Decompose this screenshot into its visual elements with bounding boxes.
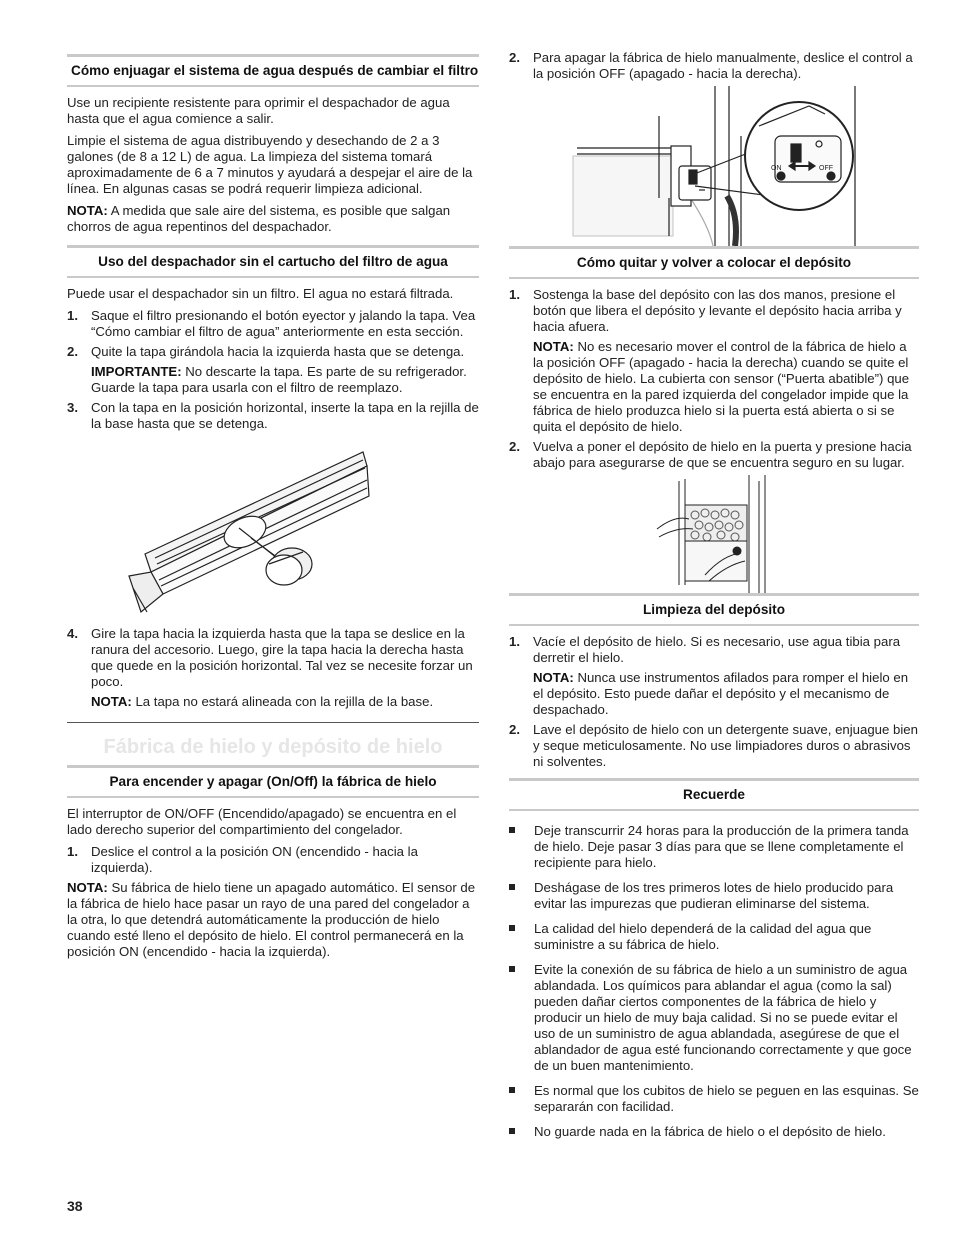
list-item xyxy=(509,962,919,1074)
icemaker-switch-illustration xyxy=(509,86,919,246)
list-item xyxy=(509,880,919,912)
onoff-step-2 xyxy=(509,50,919,82)
filter-cap-drawing xyxy=(67,436,479,626)
clean-step-1 xyxy=(509,634,919,718)
ice-bin-illustration xyxy=(509,475,919,593)
step-text: Con la tapa en la posición horizontal, inserte la tapa en la rejilla de la base hasta que se detenga. xyxy=(91,400,479,431)
bullet-text: Deshágase de los tres primeros lotes de hielo producido para evitar las impurezas que pudieran eliminarse del sistema. xyxy=(534,880,894,911)
bullet-text: Evite la conexión de su fábrica de hielo a un suministro de agua ablandada. Los químicos para ablandar el agua (como la sal) pueden dañar ciertos componentes de la fábrica de hielo y producir un hielo de muy baja calidad. Si no se puede evitar el uso de un suministro de agua ablandada, asegúrese de que el ablandador de agua esté funcionando correctamente y que goce de un buen mantenimiento. xyxy=(534,962,912,1073)
step-number: 3. xyxy=(67,400,78,415)
important-note xyxy=(91,364,479,396)
nofilter-step-2 xyxy=(67,344,479,396)
bullet-text: Deje transcurrir 24 horas para la producción de la primera tanda de hielo. Deje pasar 3 días para que se llene completamente el recipiente para hielo. xyxy=(534,823,909,870)
rinse-note xyxy=(67,203,479,235)
note-text: La tapa no estará alineada con la rejilla de la base. xyxy=(131,694,434,709)
nofilter-heading: Uso del despachador sin el cartucho del filtro de agua xyxy=(67,245,479,278)
page-number: 38 xyxy=(67,1198,83,1214)
remember-heading: Recuerde xyxy=(509,778,919,811)
bullet-text: Es normal que los cubitos de hielo se peguen en las esquinas. Se separarán con facilidad. xyxy=(534,1083,919,1114)
note-label: NOTA: xyxy=(67,203,108,218)
step-text: Para apagar la fábrica de hielo manualmente, deslice el control a la posición OFF (apagado - hacia la derecha). xyxy=(533,50,913,81)
clean-note xyxy=(533,670,919,718)
step-number: 2. xyxy=(509,439,520,454)
filter-cap-illustration xyxy=(67,436,479,626)
rinse-p2: Limpie el sistema de agua distribuyendo y desechando de 2 a 3 galones (de 8 a 12 L) de agua. La limpieza del sistema tomará aproximadamente de 6 a 7 minutos y ayudará a despejar el aire de la línea. En algunas casas se podrá requerir limpieza adicional. xyxy=(67,133,473,196)
switch-on-label: ON xyxy=(771,165,782,172)
note-text: A medida que sale aire del sistema, es posible que salgan chorros de agua repentinos del despachador. xyxy=(67,203,451,234)
note-text: Su fábrica de hielo tiene un apagado automático. El sensor de la fábrica de hielo hace pasar un rayo de una pared del congelador a la otra, lo que detendrá automáticamente la producción de hielo cuando esté lleno el depósito de hielo. El control permanecerá en la posición ON (encendido - hacia la izquierda). xyxy=(67,880,476,959)
list-item xyxy=(509,1083,919,1115)
step-text: Saque el filtro presionando el botón eyector y jalando la tapa. Vea “Cómo cambiar el filtro de agua” anteriormente en esta sección. xyxy=(91,308,476,339)
left-column xyxy=(67,46,479,966)
onoff-intro: El interruptor de ON/OFF (Encendido/apagado) se encuentra en el lado derecho superior del compartimiento del congelador. xyxy=(67,806,457,837)
note-text: Nunca use instrumentos afilados para romper el hielo en el depósito. Esto puede dañar el depósito y el mecanismo de despachado. xyxy=(533,670,909,717)
remember-list xyxy=(509,823,919,1140)
clean-heading: Limpieza del depósito xyxy=(509,593,919,626)
step-number: 2. xyxy=(67,344,78,359)
step-number: 1. xyxy=(509,287,520,302)
nofilter-note xyxy=(91,694,479,710)
rinse-p1: Use un recipiente resistente para oprimir el despachador de agua hasta que el agua comience a salir. xyxy=(67,95,450,126)
bullet-text: No guarde nada en la fábrica de hielo o el depósito de hielo. xyxy=(534,1124,886,1139)
step-text: Gire la tapa hacia la izquierda hasta que la tapa se deslice en la ranura del accesorio. Luego, gire la tapa hacia la derecha hasta que quede en la posición horizontal. Tal vez se necesite forzar un poco. xyxy=(91,626,473,689)
nofilter-step-1 xyxy=(67,308,479,340)
step-text: Deslice el control a la posición ON (encendido - hacia la izquierda). xyxy=(91,844,418,875)
chapter-title: Fábrica de hielo y depósito de hielo xyxy=(67,722,479,761)
bullet-square xyxy=(509,1087,515,1093)
bin-heading: Cómo quitar y volver a colocar el depósito xyxy=(509,246,919,279)
note-label: NOTA: xyxy=(533,670,574,685)
list-item xyxy=(509,921,919,953)
rinse-heading: Cómo enjuagar el sistema de agua después de cambiar el filtro xyxy=(67,54,479,87)
onoff-heading: Para encender y apagar (On/Off) la fábrica de hielo xyxy=(67,765,479,798)
list-item xyxy=(509,1124,919,1140)
switch-off-label: OFF xyxy=(819,165,833,172)
bin-step-2 xyxy=(509,439,919,471)
note-text: No es necesario mover el control de la fábrica de hielo a la posición OFF (apagado - hacia la derecha) cuando se quite el depósito de hielo. La cubierta con sensor (“Puerta abatible”) que se encuentra en la pared izquierda del congelador impide que la fábrica de hielo produzca hielo si la puerta está abierta o si se quita el depósito de hielo. xyxy=(533,339,910,434)
step-number: 1. xyxy=(67,844,78,859)
step-text: Quite la tapa girándola hacia la izquierda hasta que se detenga. xyxy=(91,344,465,359)
clean-step-2 xyxy=(509,722,919,770)
bin-step-1 xyxy=(509,287,919,435)
nofilter-intro: Puede usar el despachador sin un filtro. El agua no estará filtrada. xyxy=(67,286,454,301)
step-text: Lave el depósito de hielo con un detergente suave, enjuague bien y seque meticulosamente. No use limpiadores duros o abrasivos ni solventes. xyxy=(533,722,918,769)
step-number: 1. xyxy=(67,308,78,323)
step-number: 2. xyxy=(509,50,520,65)
step-number: 1. xyxy=(509,634,520,649)
step-text: Vacíe el depósito de hielo. Si es necesario, use agua tibia para derretir el hielo. xyxy=(533,634,901,665)
icemaker-switch-drawing xyxy=(509,86,919,246)
step-text: Sostenga la base del depósito con las dos manos, presione el botón que libera el depósito y levante el depósito hacia arriba y hacia afuera. xyxy=(533,287,902,334)
bin-note xyxy=(533,339,919,435)
bullet-text: La calidad del hielo dependerá de la calidad del agua que suministre a su fábrica de hielo. xyxy=(534,921,872,952)
nofilter-step-3 xyxy=(67,400,479,432)
ice-bin-drawing xyxy=(509,475,919,593)
nofilter-step-4 xyxy=(67,626,479,710)
step-text: Vuelva a poner el depósito de hielo en la puerta y presione hacia abajo para asegurarse de que se encuentra seguro en su lugar. xyxy=(533,439,912,470)
note-label: NOTA: xyxy=(533,339,574,354)
right-column xyxy=(509,46,919,1149)
note-label: NOTA: xyxy=(91,694,132,709)
important-text: No descarte la tapa. Es parte de su refrigerador. Guarde la tapa para usarla con el filtro de reemplazo. xyxy=(91,364,467,395)
step-number: 4. xyxy=(67,626,78,641)
onoff-note xyxy=(67,880,479,960)
important-label: IMPORTANTE: xyxy=(91,364,182,379)
onoff-step-1 xyxy=(67,844,479,876)
bullet-square xyxy=(509,925,515,931)
note-label: NOTA: xyxy=(67,880,108,895)
bullet-square xyxy=(509,966,515,972)
bullet-square xyxy=(509,1128,515,1134)
list-item xyxy=(509,823,919,871)
bullet-square xyxy=(509,884,515,890)
step-number: 2. xyxy=(509,722,520,737)
bullet-square xyxy=(509,827,515,833)
